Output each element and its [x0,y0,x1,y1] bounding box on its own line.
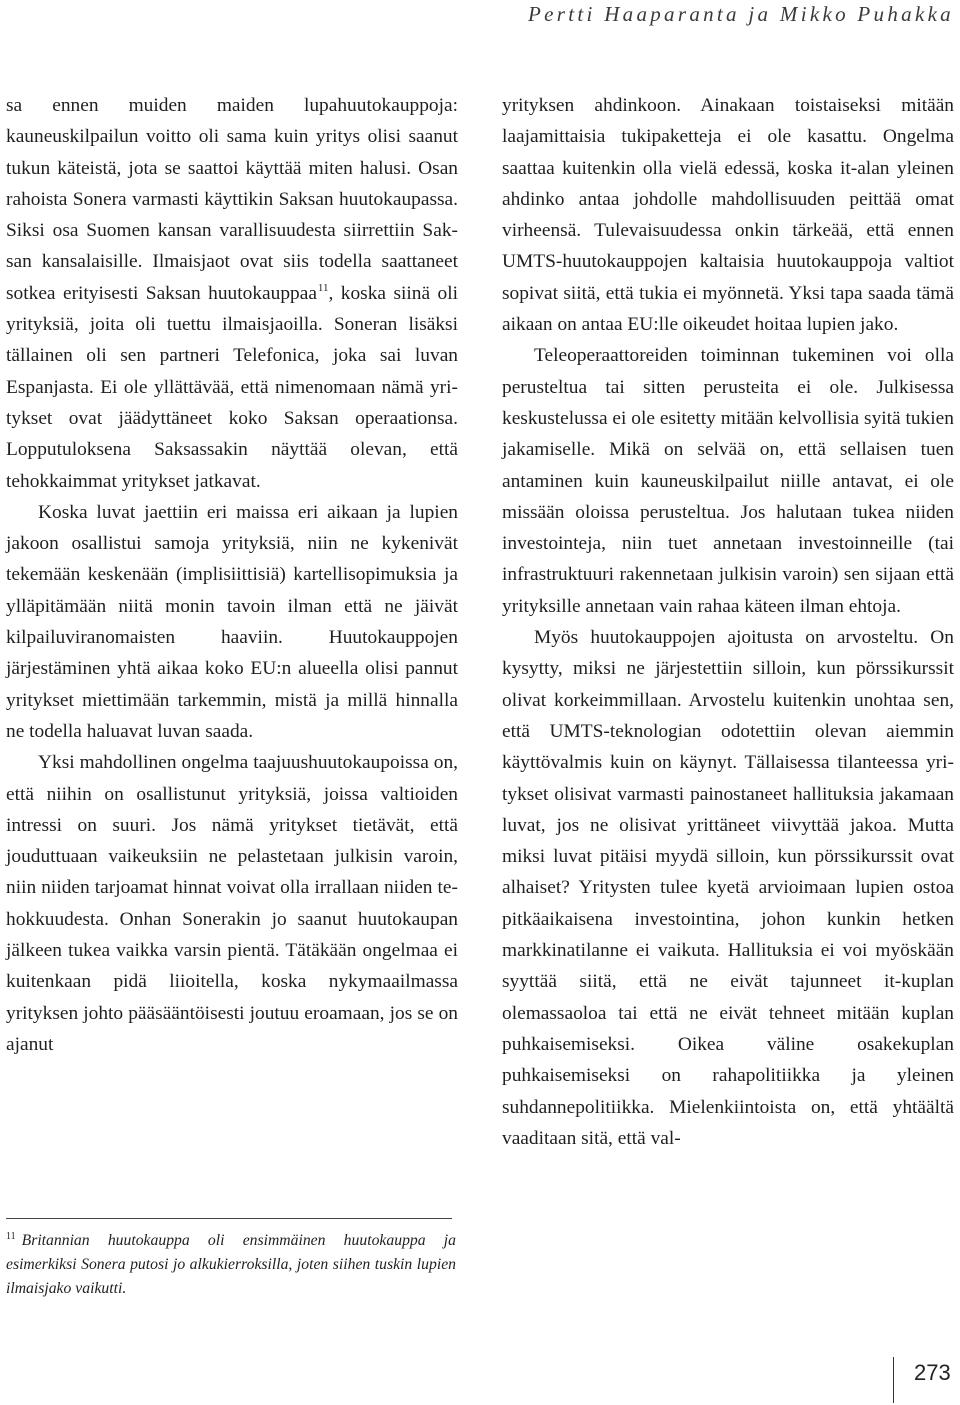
page-number-divider [893,1357,894,1403]
right-paragraph-3: Myös huutokauppojen ajoitusta on arvosteltu. On kysytty, miksi ne järjestettiin silloin, kun pörssikurssit olivat korkeimmillaan. Arvostelu kuitenkin unohtaa sen, että UMTS-teknologian odotettiin olevan aiemmin käyttövalmis kuin on käynyt. Tällaisessa tilanteessa yritykset olisivat varmasti painostaneet hallituksia jakamaan luvat, jos ne olisivat yrittäneet viivyttää jakoa. Mutta miksi luvat pitäisi myydä silloin, kun pörssikurssit ovat alhaiset? Yritysten tulee kyetä arvioimaan lupien ostoa pitkäaikaisena investointina, johon kunkin hetken markkinatilanne ei vaikuta. Hallituksia ei voi myöskään syyttää siitä, että ne eivät tajunneet it-kuplan olemassaoloa tai että ne eivät tehneet mitään kuplan puhkaisemiseksi. Oikea väline osakekuplan puhkaisemiseksi on rahapolitiikka ja yleinen suhdannepolitiikka. Mielenkiintoista on, että yhtäältä vaaditaan sitä, että val- [502,627,954,1149]
right-paragraph-2: Teleoperaattoreiden toiminnan tukeminen voi olla perusteltua tai sitten perusteita ei ole. Julkisessa keskustelussa ei ole esitetty mitään kelvollisia syitä tukien jakamiselle. Mikä on selvää on, että sellaisen tuen antaminen kuin kauneuskilpailut niille antavat, ei ole missään oloissa perusteltua. Jos halutaan tukea niiden investointeja, niin tuet annetaan investoinneille (tai infrastruktuuri rakennetaan julkisin varoin) sen sijaan että yrityksille annetaan vain rahaa käteen ilman ehtoja. [502,345,954,617]
footnote-number: 11 [6,1230,16,1242]
left-paragraph-1-text-b: , koska siinä oli yrityksiä, joita oli tuettu ilmaisjaoilla. Soneran lisäksi tällainen oli sen partneri Telefonica, joka sai luvan Espanjasta. Ei ole yllättävää, että nimenomaan nämä yritykset ovat jäädyttäneet koko Saksan operaationsa. Lopputuloksena Saksassakin näyttää olevan, että tehokkaimmat yritykset jatkavat. [6,282,458,492]
left-paragraph-1 [6,90,458,497]
footnote-reference: 11 [317,282,329,295]
right-paragraph-1: yrityksen ahdinkoon. Ainakaan toistaiseksi mitään laajamittaisia tukipaketteja ei ole kasattu. Ongelma saattaa kuitenkin olla vielä edessä, koska it-alan yleinen ahdinko antaa johdolle mahdollisuuden peittää omat virheensä. Tulevaisuudessa onkin tärkeää, että ennen UMTS-huutokauppojen kaltaisia huutokauppoja valtiot sopivat siitä, että tukia ei myönnetä. Yksi tapa saada tämä aikaan on antaa EU:lle oikeudet hoitaa lupien jako. [502,95,954,336]
left-paragraph-1-text-a: sa ennen muiden maiden lupahuutokauppoja: kauneuskilpailun voitto oli sama kuin yritys olisi saanut tukun käteistä, jota se saattoi käyttää miten halusi. Osan rahoista Sonera varmasti käyttikin Saksan huutokaupassa. Siksi osa Suomen kansan varallisuudesta siirrettiin Saksan kansalaisille. Ilmaisjaot ovat siis todella saattaneet sotkea erityisesti Saksan huutokauppaa [6,95,458,304]
left-paragraph-3: Yksi mahdollinen ongelma taajuushuutokaupoissa on, että niihin on osallistunut yrityksiä, joissa valtioiden intressi on suuri. Jos nämä yritykset tietävät, että jouduttuaan vaikeuksiin ne pelastetaan julkisin varoin, niin niiden tarjoamat hinnat voivat olla irrallaan niiden tehokkuudesta. Onhan Sonerakin jo saanut huutokaupan jälkeen tukea vaikka varsin pientä. Tätäkään ongelmaa ei kuitenkaan pidä liioitella, koska nykymaailmassa yrityksen johto pääsääntöisesti joutuu eroamaan, jos se on ajanut [6,752,458,1055]
footnote-text: Britannian huutokauppa oli ensimmäinen huutokauppa ja esimerkiksi Sonera putosi jo alkukierroksilla, joten siihen tuskin lupien ilmaisjako vaikutti. [6,1232,456,1297]
footnote-divider [6,1218,452,1219]
footnote [6,1229,456,1301]
running-head: Pertti Haaparanta ja Mikko Puhakka [528,2,954,26]
right-column [502,90,954,1154]
page-number: 273 [914,1360,951,1385]
left-paragraph-2: Koska luvat jaettiin eri maissa eri aikaan ja lupien jakoon osallistui samoja yrityksiä, niin ne kykenivät tekemään keskenään (implisiittisiä) kartellisopimuksia ja ylläpitämään niitä monin tavoin ilman että ne jäivät kilpailuviranomaisten haaviin. Huutokauppojen järjestäminen yhtä aikaa koko EU:n alueella olisi pannut yritykset miettimään tarkemmin, mistä ja millä hinnalla ne todella haluavat luvan saada. [6,501,458,742]
left-column [6,90,458,1060]
